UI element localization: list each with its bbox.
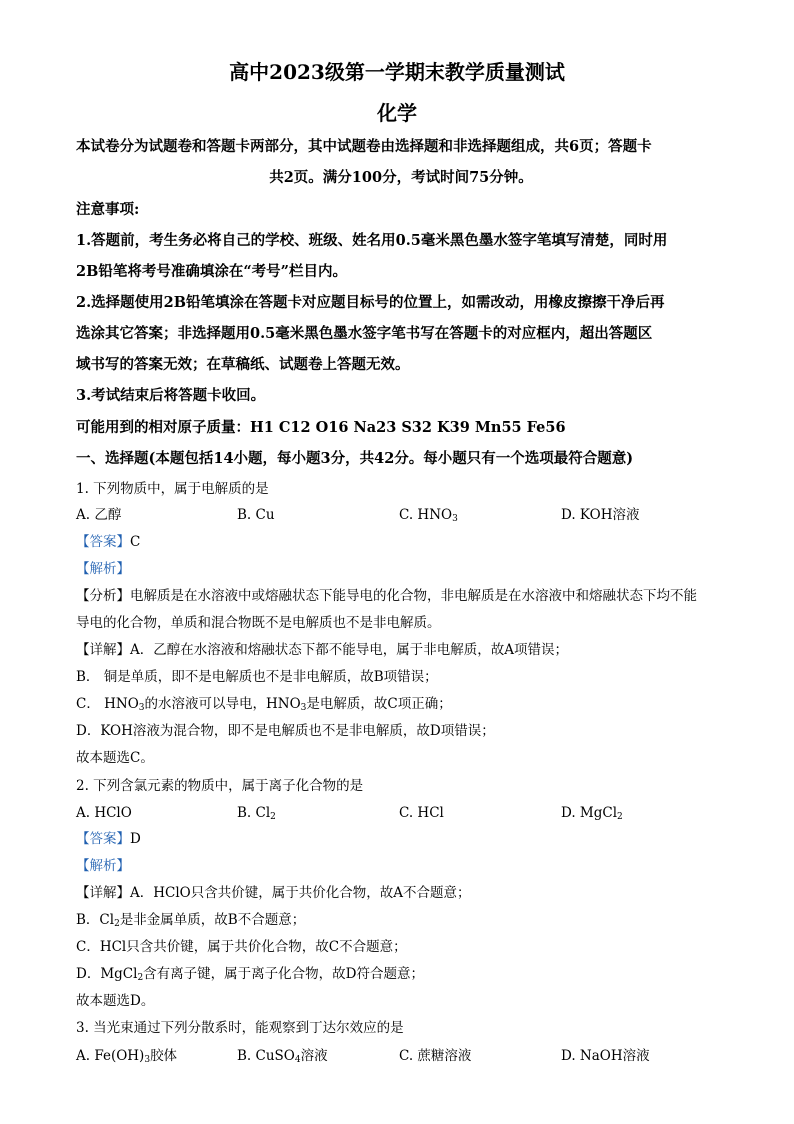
q1-detail-d: D．KOH溶液为混合物，即不是电解质也不是非电解质，故D项错误； — [76, 723, 495, 739]
q3-stem: 3. 当光束通过下列分散系时，能观察到丁达尔效应的是 — [76, 1020, 404, 1036]
notes-heading: 注意事项: — [76, 201, 140, 218]
q2-option-d: D. MgCl$_2$ — [561, 805, 623, 822]
note-1-line-2: 2B铅笔将考号准确填涂在“考号”栏目内。 — [76, 263, 348, 280]
note-2-line-3: 域书写的答案无效；在草稿纸、试题卷上答题无效。 — [76, 356, 410, 373]
q3-option-b: B. CuSO$_4$溶液 — [237, 1048, 328, 1065]
q1-stem: 1. 下列物质中，属于电解质的是 — [76, 481, 269, 497]
q1-answer — [76, 532, 726, 552]
q3-options — [76, 1046, 726, 1066]
intro-line-2: 共2页。满分100分，考试时间75分钟。 — [269, 169, 533, 186]
q3-option-a: A. $Fe(OH)_3$胶体 — [76, 1048, 178, 1065]
q1-detail-b: B． 铜是单质，即不是电解质也不是非电解质，故B项错误； — [76, 669, 438, 685]
q1-analysis-tag: 【解析】 — [76, 561, 130, 577]
q2-detail-d: D．MgCl$_2$含有离子键，属于离子化合物，故D符合题意； — [76, 966, 424, 983]
q2-answer-value: D — [130, 831, 141, 847]
q2-detail-a: 【详解】A．HClO只含共价键，属于共价化合物，故A不合题意； — [76, 885, 471, 901]
q1-option-d: D. KOH溶液 — [561, 507, 640, 523]
q3-option-c: C. 蔗糖溶液 — [399, 1048, 472, 1064]
note-1-line-1: 1.答题前，考生务必将自己的学校、班级、姓名用0.5毫米黑色墨水签字笔填写清楚，同时用 — [76, 232, 668, 249]
answer-tag: 【答案】 — [76, 831, 130, 847]
intro-line-1: 本试卷分为试题卷和答题卡两部分，其中试题卷由选择题和非选择题组成，共6页；答题卡 — [76, 138, 652, 155]
q2-detail-c: C．HCl只含共价键，属于共价化合物，故C不合题意； — [76, 939, 407, 955]
note-2-line-1: 2.选择题使用2B铅笔填涂在答题卡对应题目标号的位置上，如需改动，用橡皮擦擦干净后再 — [76, 294, 665, 311]
q2-options — [76, 803, 726, 823]
q3-option-d: D. NaOH溶液 — [561, 1048, 650, 1064]
fenxi-tag: 【分析】 — [76, 588, 130, 604]
q1-detail-a: 【详解】A．乙醇在水溶液和熔融状态下都不能导电，属于非电解质，故A项错误； — [76, 642, 568, 658]
q1-fenxi-line-2: 导电的化合物，单质和混合物既不是电解质也不是非电解质。 — [76, 615, 441, 631]
q1-conclusion: 故本题选C。 — [76, 750, 154, 766]
q1-fenxi-line-1: 【分析】电解质是在水溶液中或熔融状态下能导电的化合物，非电解质是在水溶液中和熔融状态下均不能 — [76, 588, 697, 604]
q2-conclusion: 故本题选D。 — [76, 993, 155, 1009]
note-3: 3.考试结束后将答题卡收回。 — [76, 387, 266, 404]
q1-option-a: A. 乙醇 — [76, 507, 122, 523]
q1-answer-value: C — [130, 534, 141, 550]
detail-tag: 【详解】 — [76, 885, 130, 901]
q1-detail-c: C． $HNO_3$的水溶液可以导电，$HNO_3$是电解质，故C项正确； — [76, 696, 452, 713]
q2-option-b: B. $Cl_2$ — [237, 805, 276, 822]
answer-tag: 【答案】 — [76, 534, 130, 550]
q2-answer — [76, 829, 726, 849]
subject-title: 化学 — [377, 101, 417, 125]
q1-option-c: C. $HNO_3$ — [399, 507, 458, 524]
q2-option-a: A. HClO — [76, 805, 132, 821]
atomic-masses: 可能用到的相对原子质量：H1 C12 O16 Na23 S32 K39 Mn55 Fe56 — [76, 419, 566, 436]
q1-options — [76, 505, 726, 525]
q1-option-b: B. Cu — [237, 507, 275, 523]
q2-stem: 2. 下列含氯元素的物质中，属于离子化合物的是 — [76, 778, 364, 794]
q2-analysis-tag: 【解析】 — [76, 858, 130, 874]
section-heading: 一、选择题(本题包括14小题，每小题3分，共42分。每小题只有一个选项最符合题意) — [76, 450, 634, 467]
q2-option-c: C. HCl — [399, 805, 444, 821]
exam-title: 高中2023级第一学期末教学质量测试 — [229, 60, 565, 84]
q2-detail-b: B．$Cl_2$是非金属单质，故B不合题意； — [76, 912, 306, 929]
detail-tag: 【详解】 — [76, 642, 130, 658]
note-2-line-2: 选涂其它答案；非选择题用0.5毫米黑色墨水签字笔书写在答题卡的对应框内，超出答题区 — [76, 325, 653, 342]
